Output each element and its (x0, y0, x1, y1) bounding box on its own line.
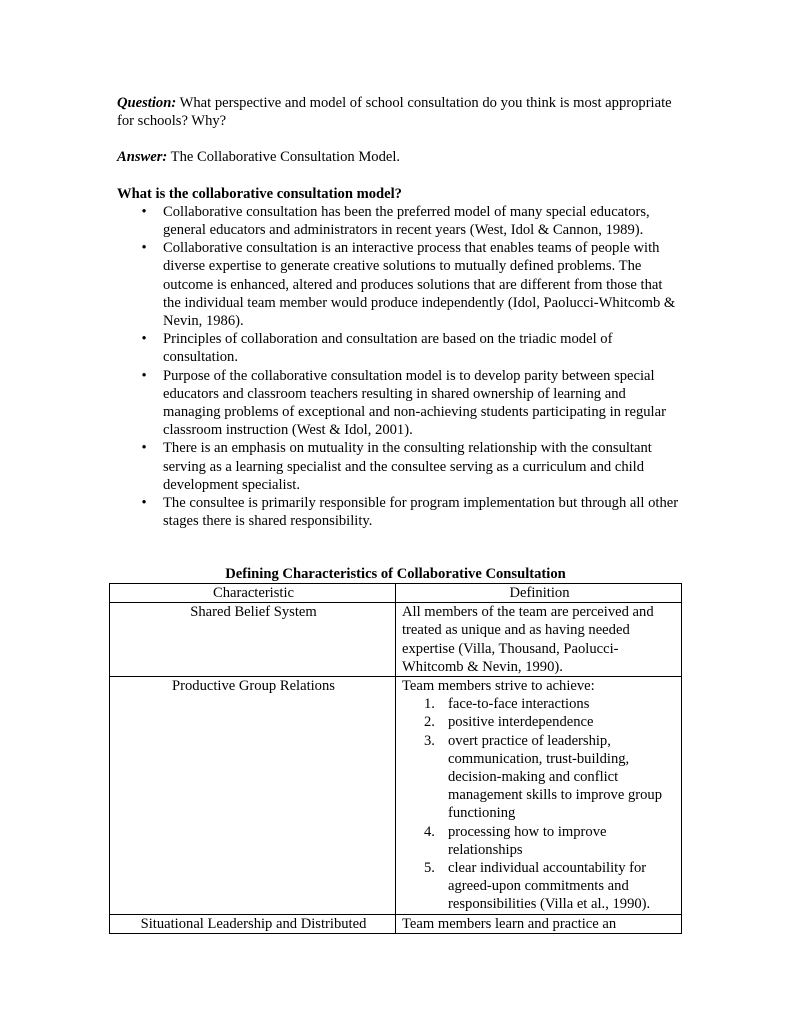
definition-intro: Team members strive to achieve: (402, 678, 595, 695)
list-item (117, 330, 682, 366)
definition-cell: Team members learn and practice an (396, 914, 682, 933)
column-header-definition: Definition (396, 584, 682, 603)
table-row (110, 914, 682, 933)
item-number: 5. (424, 860, 435, 877)
item-number: 1. (424, 696, 435, 713)
item-text: processing how to improve relationships (448, 823, 607, 858)
list-item (117, 239, 682, 330)
list-item (402, 695, 677, 713)
table-row (110, 677, 682, 915)
section-heading: What is the collaborative consultation model? (117, 185, 402, 202)
answer-paragraph (117, 148, 682, 166)
bullet-icon: • (141, 203, 147, 220)
bullet-icon: • (141, 240, 147, 257)
list-item (402, 713, 677, 731)
bullet-text: There is an emphasis on mutuality in the consulting relationship with the consultant serving as a learning specialist and the consultee serving as a curriculum and child development specialist. (163, 440, 652, 493)
characteristics-table (109, 583, 682, 934)
item-number: 3. (424, 732, 435, 749)
item-text: positive interdependence (448, 714, 594, 731)
definition-cell (396, 677, 682, 915)
bullet-text: Collaborative consultation is an interactive process that enables teams of people with diverse expertise to generate creative solutions to mutually defined problems. The outcome is enhanced, altered and produces solutions that are different from those that the individual team member would produce independently (Idol, Paolucci-Whitcomb & Nevin, 1986). (163, 240, 676, 330)
characteristic-cell: Shared Belief System (110, 603, 396, 677)
list-item (117, 439, 682, 494)
characteristic-cell: Situational Leadership and Distributed (110, 914, 396, 933)
list-item (117, 203, 682, 239)
definition-cell: All members of the team are perceived and treated as unique and as having needed expertise (Villa, Thousand, Paolucci-Whitcomb & Nevin, 1990). (396, 603, 682, 677)
item-text: face-to-face interactions (448, 696, 590, 713)
table-header-row (110, 584, 682, 603)
item-text: overt practice of leadership, communication, trust-building, decision-making and conflict management skills to improve group functioning (448, 732, 663, 822)
bullet-icon: • (141, 495, 147, 512)
list-item (402, 859, 677, 914)
column-header-characteristic: Characteristic (110, 584, 396, 603)
bullet-text: The consultee is primarily responsible for program implementation but through all other stages there is shared responsibility. (163, 495, 679, 530)
bullet-text: Purpose of the collaborative consultation model is to develop parity between special educators and classroom teachers resulting in shared ownership of learning and managing problems of exceptional and non-achieving students participating in regular classroom instruction (West & Idol, 2001). (163, 367, 666, 439)
bullet-icon: • (141, 367, 147, 384)
answer-text: The Collaborative Consultation Model. (167, 149, 401, 166)
bullet-icon: • (141, 440, 147, 457)
bullet-list (117, 203, 682, 531)
question-label: Question: (117, 95, 177, 111)
item-text: clear individual accountability for agreed-upon commitments and responsibilities (Villa et al., 1990). (448, 860, 651, 913)
list-item (117, 367, 682, 440)
document-body (117, 94, 682, 530)
bullet-text: Collaborative consultation has been the preferred model of many special educators, general educators and administrators in recent years (West, Idol & Cannon, 1989). (163, 203, 650, 239)
list-item (402, 823, 677, 859)
answer-label: Answer: (117, 149, 168, 166)
question-paragraph (117, 94, 682, 130)
bullet-text: Principles of collaboration and consultation are based on the triadic model of consultation. (163, 331, 613, 366)
table-row (110, 603, 682, 677)
item-number: 2. (424, 714, 435, 731)
numbered-list (402, 695, 677, 913)
item-number: 4. (424, 823, 435, 840)
bullet-icon: • (141, 331, 147, 348)
characteristic-cell: Productive Group Relations (110, 677, 396, 915)
list-item (117, 494, 682, 530)
question-text: What perspective and model of school consultation do you think is most appropriate for schools? Why? (117, 95, 672, 130)
list-item (402, 732, 677, 823)
table-title: Defining Characteristics of Collaborative Consultation (225, 566, 566, 582)
